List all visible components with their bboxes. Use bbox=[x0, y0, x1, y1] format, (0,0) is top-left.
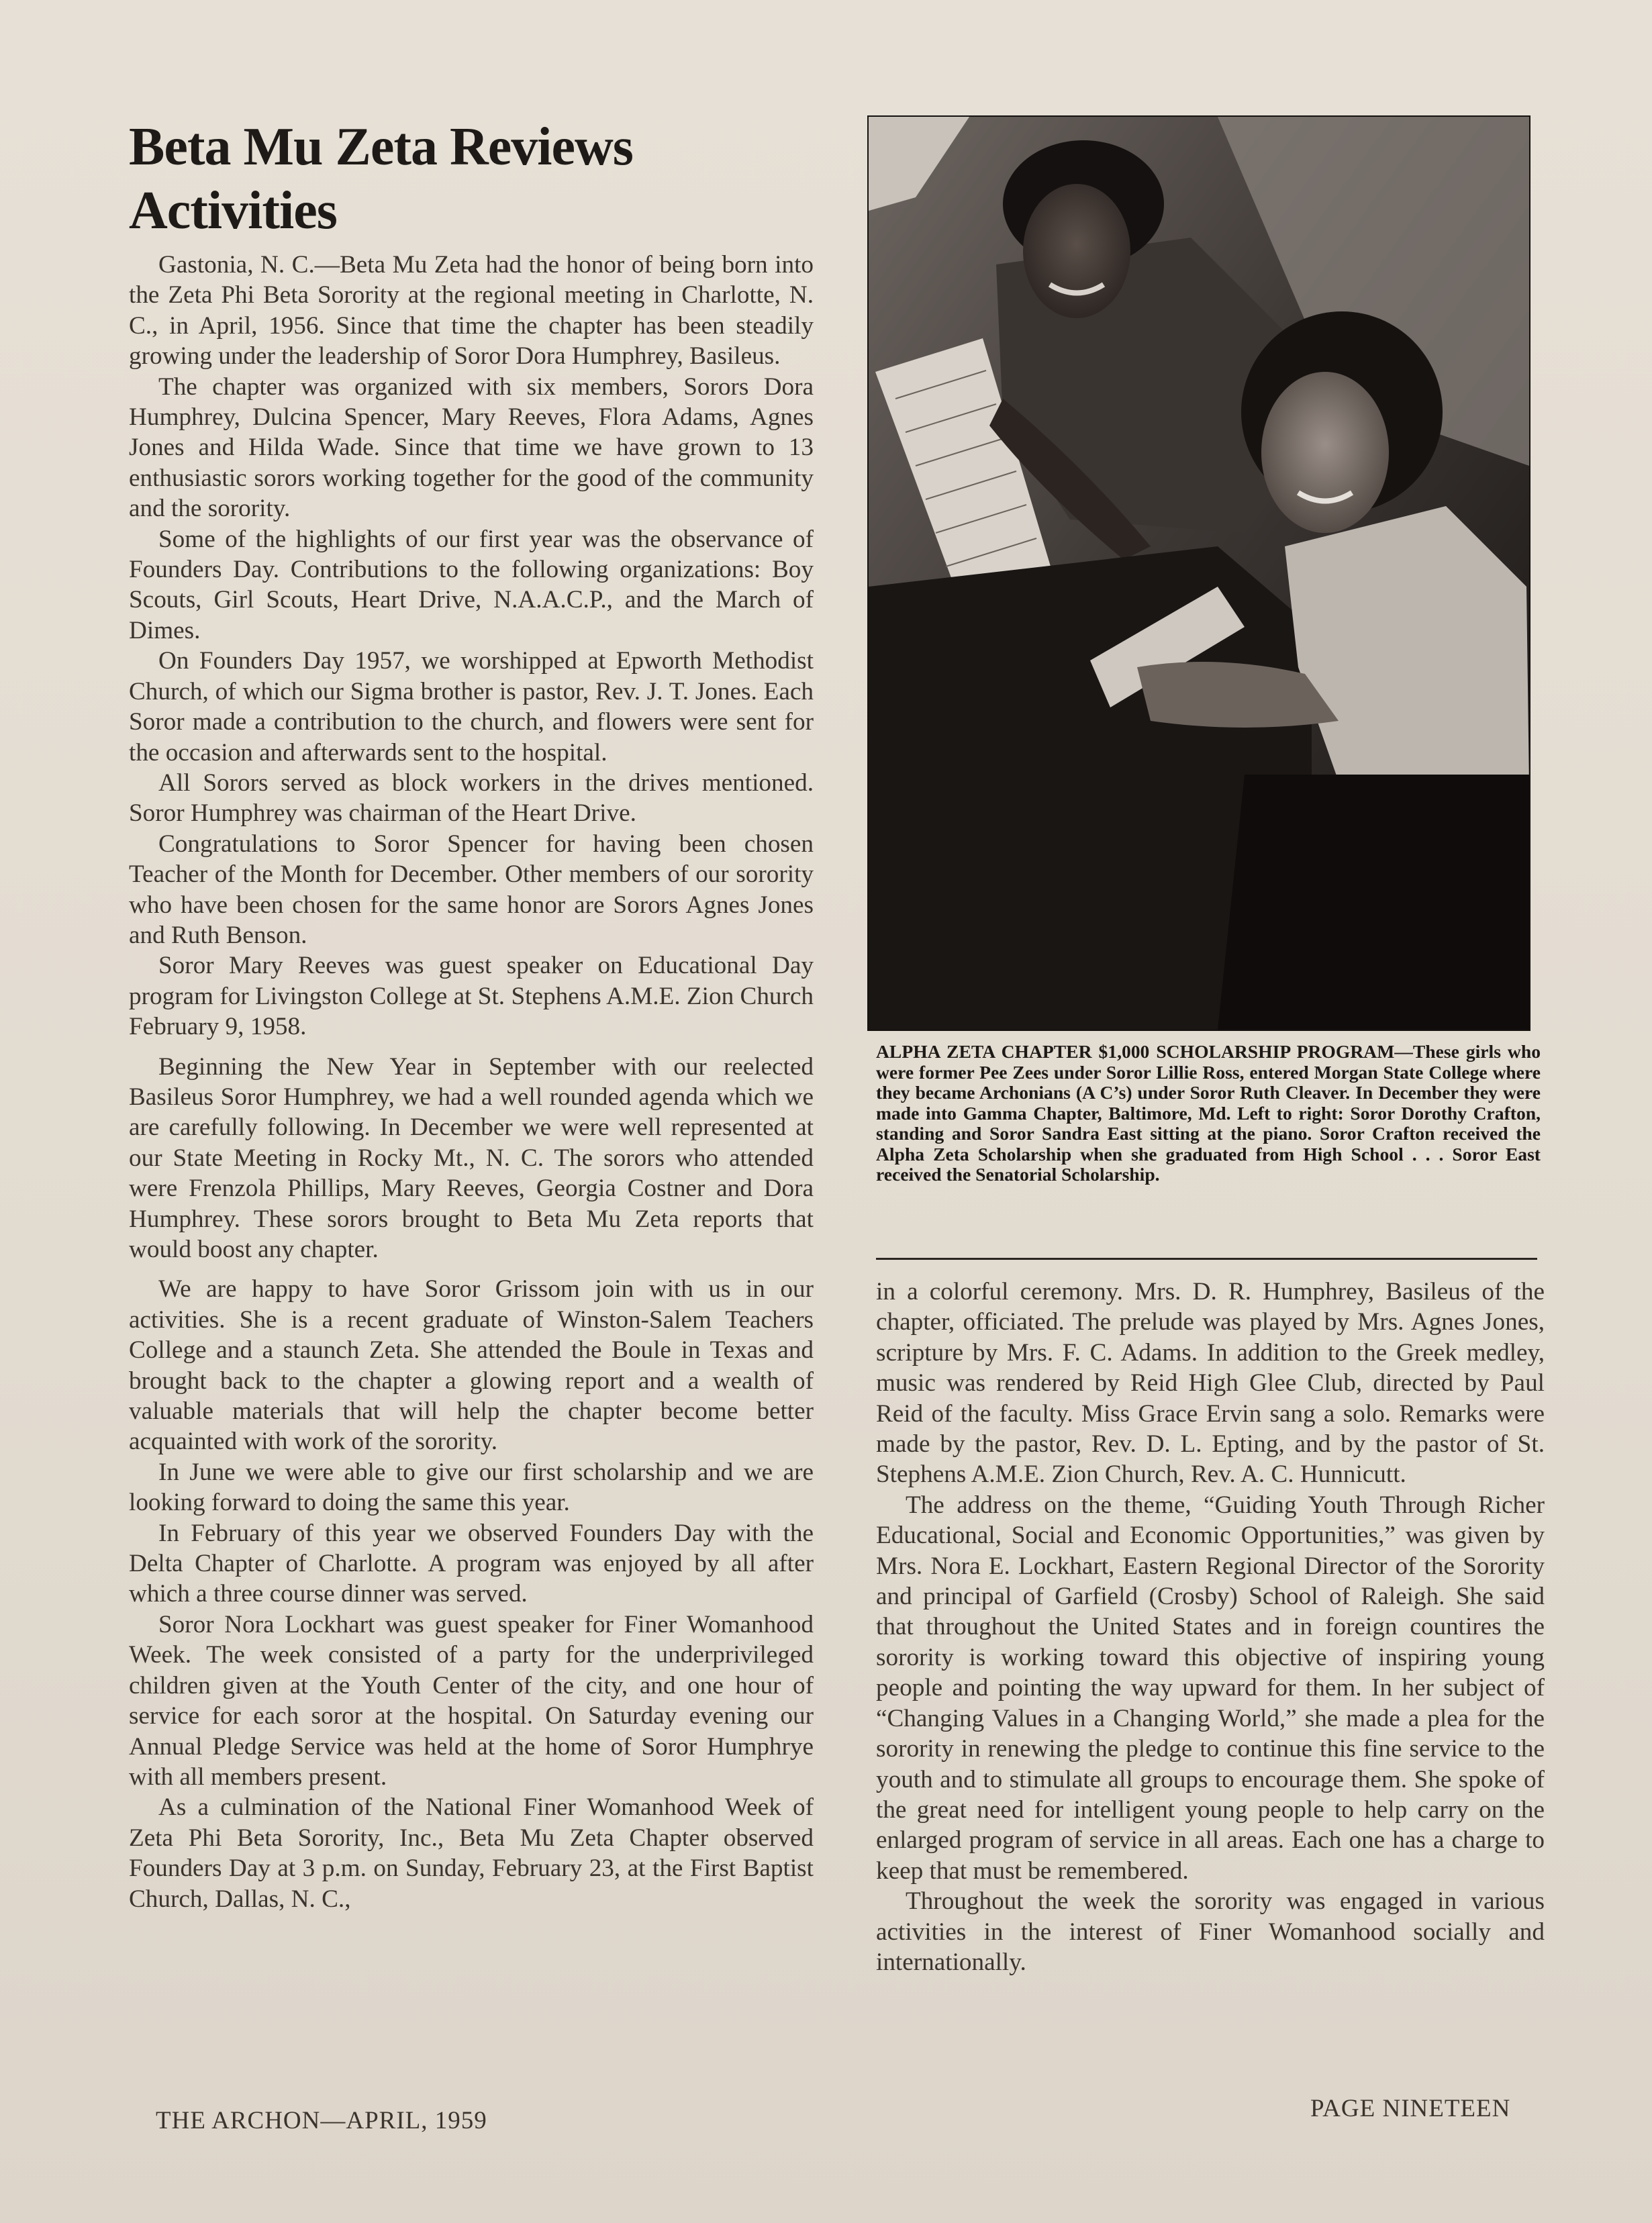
paragraph: Gastonia, N. C.—Beta Mu Zeta had the honor of being born into the Zeta Phi Beta Sorority at the regional meeting in Charlotte, N. C., in April, 1956. Since that time the chapter has been steadily growing under the leadership of Soror Dora Humphrey, Basileus. bbox=[129, 251, 814, 370]
left-article-body bbox=[129, 250, 814, 1914]
paragraph: On Founders Day 1957, we worshipped at Epworth Methodist Church, of which our Sigma brother is pastor, Rev. J. T. Jones. Each Soror made a contribution to the church, and flowers were sent for the occasion and afterwards sent to the hospital. bbox=[129, 647, 814, 767]
paragraph: In June we were able to give our first scholarship and we are looking forward to doing the same this year. bbox=[129, 1458, 814, 1517]
photograph-two-women-at-piano bbox=[867, 115, 1530, 1031]
caption-body: —These girls who were former Pee Zees under Soror Lillie Ross, entered Morgan State College where they became Archonians (A C’s) under Soror Ruth Cleaver. In December they were made into Gamma Chapter, Baltimore, Md. Left to right: Soror Dorothy Crafton, standing and Soror Sandra East sitting at the piano. Soror Crafton received the Alpha Zeta Scholarship when she graduated from High School . . . Soror East received the Senatorial Scholarship. bbox=[876, 1041, 1541, 1185]
paragraph: Soror Mary Reeves was guest speaker on Educational Day program for Livingston College at St. Stephens A.M.E. Zion Church February 9, 1958. bbox=[129, 952, 814, 1041]
paragraph: in a colorful ceremony. Mrs. D. R. Humphrey, Basileus of the chapter, officiated. The prelude was played by Mrs. Agnes Jones, scripture by Mrs. F. C. Adams. In addition to the Greek medley, music was rendered by Reid High Glee Club, directed by Paul Reid of the faculty. Miss Grace Ervin sang a solo. Remarks were made by the pastor, Rev. D. L. Epting, and by the pastor of St. Stephens A.M.E. Zion Church, Rev. A. C. Hunnicutt. bbox=[876, 1278, 1545, 1489]
paragraph: Throughout the week the sorority was engaged in various activities in the interest of Finer Womanhood socially and internationally. bbox=[876, 1887, 1545, 1976]
photo-illustration bbox=[869, 117, 1529, 1030]
seated-woman bbox=[1261, 372, 1389, 533]
paragraph: Some of the highlights of our first year was the observance of Founders Day. Contributions to the following organizations: Boy Scouts, Girl Scouts, Heart Drive, N.A.A.C.P., and the March of Dimes. bbox=[129, 525, 814, 644]
paragraph: All Sorors served as block workers in the drives mentioned. Soror Humphrey was chairman of the Heart Drive. bbox=[129, 769, 814, 828]
paragraph: Soror Nora Lockhart was guest speaker for Finer Womanhood Week. The week consisted of a party for the underprivileged children given at the Youth Center of the city, and one hour of service for each soror at the hospital. On Saturday evening our Annual Pledge Service was held at the home of Soror Humphrye with all members present. bbox=[129, 1610, 814, 1791]
paragraph: Beginning the New Year in September with our reelected Basileus Soror Humphrey, we had a well rounded agenda which we are carefully following. In December we were well represented at our State Meeting in Rocky Mt., N. C. The sorors who attended were Frenzola Phillips, Mary Reeves, Georgia Costner and Dora Humphrey. These sorors brought to Beta Mu Zeta reports that would boost any chapter. bbox=[129, 1052, 814, 1263]
right-article-body bbox=[876, 1277, 1545, 1977]
paragraph: The chapter was organized with six members, Sorors Dora Humphrey, Dulcina Spencer, Mary Reeves, Flora Adams, Agnes Jones and Hilda Wade. Since that time we have grown to 13 enthusiastic sorors working together for the good of the community and the sorority. bbox=[129, 373, 814, 523]
footer-issue: THE ARCHON—APRIL, 1959 bbox=[156, 2107, 487, 2134]
article-headline bbox=[129, 115, 814, 243]
paragraph: In February of this year we observed Founders Day with the Delta Chapter of Charlotte. A program was enjoyed by all after which a three course dinner was served. bbox=[129, 1519, 814, 1608]
paragraph: As a culmination of the National Finer Womanhood Week of Zeta Phi Beta Sorority, Inc., Beta Mu Zeta Chapter observed Founders Day at 3 p.m. on Sunday, February 23, at the First Baptist Church, Dallas, N. C., bbox=[129, 1793, 814, 1913]
caption-title: ALPHA ZETA CHAPTER $1,000 SCHOLARSHIP PROGRAM bbox=[876, 1041, 1395, 1062]
paragraph: Congratulations to Soror Spencer for having been chosen Teacher of the Month for December. Other members of our sorority who have been chosen for the same honor are Sorors Agnes Jones and Ruth Benson. bbox=[129, 830, 814, 949]
left-column bbox=[129, 115, 814, 1914]
headline-line-1: Beta Mu Zeta Reviews bbox=[129, 117, 633, 177]
caption-divider bbox=[876, 1258, 1537, 1260]
photo-caption bbox=[876, 1042, 1541, 1185]
footer-page-number: PAGE NINETEEN bbox=[1310, 2095, 1511, 2122]
paragraph: The address on the theme, “Guiding Youth Through Richer Educational, Social and Economic Opportunities,” was given by Mrs. Nora E. Lockhart, Eastern Regional Director of the Sorority and principal of Garfield (Crosby) School of Raleigh. She said that throughout the United States and in foreign countires the sorority is working toward this objective of inspiring young people and pointing the way upward for them. In her subject of “Changing Values in a Changing World,” she made a plea for the sorority in renewing the pledge to continue this fine service to the youth and to stimulate all groups to encourage them. She spoke of the great need for intelligent young people to help carry on the enlarged program of service in all areas. Each one has a charge to keep that must be remembered. bbox=[876, 1491, 1545, 1885]
headline-line-2: Activities bbox=[129, 181, 337, 240]
paragraph: We are happy to have Soror Grissom join with us in our activities. She is a recent graduate of Winston-Salem Teachers College and a staunch Zeta. She attended the Boule in Texas and brought back to the chapter a glowing report and a wealth of valuable materials that will help the chapter become better acquainted with work of the sorority. bbox=[129, 1275, 814, 1456]
